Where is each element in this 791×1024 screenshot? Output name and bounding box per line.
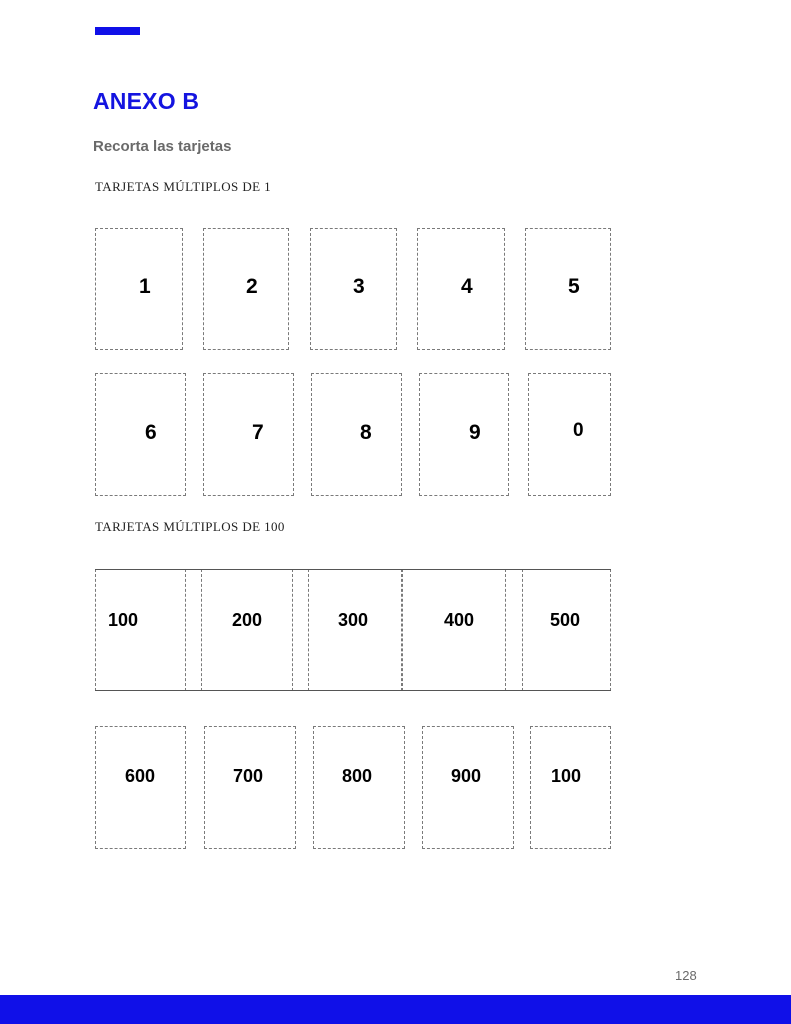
card-value: 800 xyxy=(342,766,373,786)
number-card xyxy=(402,569,506,691)
number-card xyxy=(311,373,402,496)
number-card xyxy=(528,373,611,496)
card-value: 5 xyxy=(568,275,580,298)
number-card xyxy=(313,726,405,849)
page-subtitle: Recorta las tarjetas xyxy=(93,138,232,155)
number-card xyxy=(308,569,402,691)
card-value: 300 xyxy=(338,610,369,630)
number-card xyxy=(204,726,296,849)
card-row-top-edge xyxy=(95,569,611,570)
header-accent-bar xyxy=(95,27,140,35)
card-value: 600 xyxy=(125,766,156,786)
page-number: 128 xyxy=(675,968,697,983)
number-card xyxy=(95,228,183,350)
card-value: 4 xyxy=(461,275,473,298)
card-value: 100 xyxy=(551,766,582,786)
card-value: 900 xyxy=(451,766,482,786)
card-value: 100 xyxy=(108,610,139,630)
card-value: 9 xyxy=(469,421,481,444)
number-card xyxy=(525,228,611,350)
number-card xyxy=(419,373,509,496)
card-value: 0 xyxy=(573,420,584,441)
number-card xyxy=(422,726,514,849)
card-value: 1 xyxy=(139,275,151,298)
number-card xyxy=(522,569,611,691)
card-row-bottom-edge xyxy=(95,690,611,691)
card-value: 500 xyxy=(550,610,581,630)
number-card xyxy=(417,228,505,350)
card-value: 7 xyxy=(252,421,264,444)
number-card xyxy=(203,373,294,496)
number-card xyxy=(310,228,397,350)
card-value: 200 xyxy=(232,610,263,630)
card-value: 400 xyxy=(444,610,475,630)
number-card xyxy=(203,228,289,350)
card-value: 700 xyxy=(233,766,264,786)
number-card xyxy=(95,373,186,496)
card-value: 2 xyxy=(246,275,258,298)
number-card xyxy=(201,569,293,691)
number-card xyxy=(530,726,611,849)
card-value: 3 xyxy=(353,275,365,298)
page-title: ANEXO B xyxy=(93,88,200,114)
section-label-multiples-of-100: TARJETAS MÚLTIPLOS DE 100 xyxy=(95,519,285,534)
footer-accent-bar xyxy=(0,995,791,1024)
number-card xyxy=(95,726,186,849)
card-value: 6 xyxy=(145,421,157,444)
section-label-multiples-of-1: TARJETAS MÚLTIPLOS DE 1 xyxy=(95,179,272,194)
card-value: 8 xyxy=(360,421,372,444)
number-card xyxy=(95,569,186,691)
